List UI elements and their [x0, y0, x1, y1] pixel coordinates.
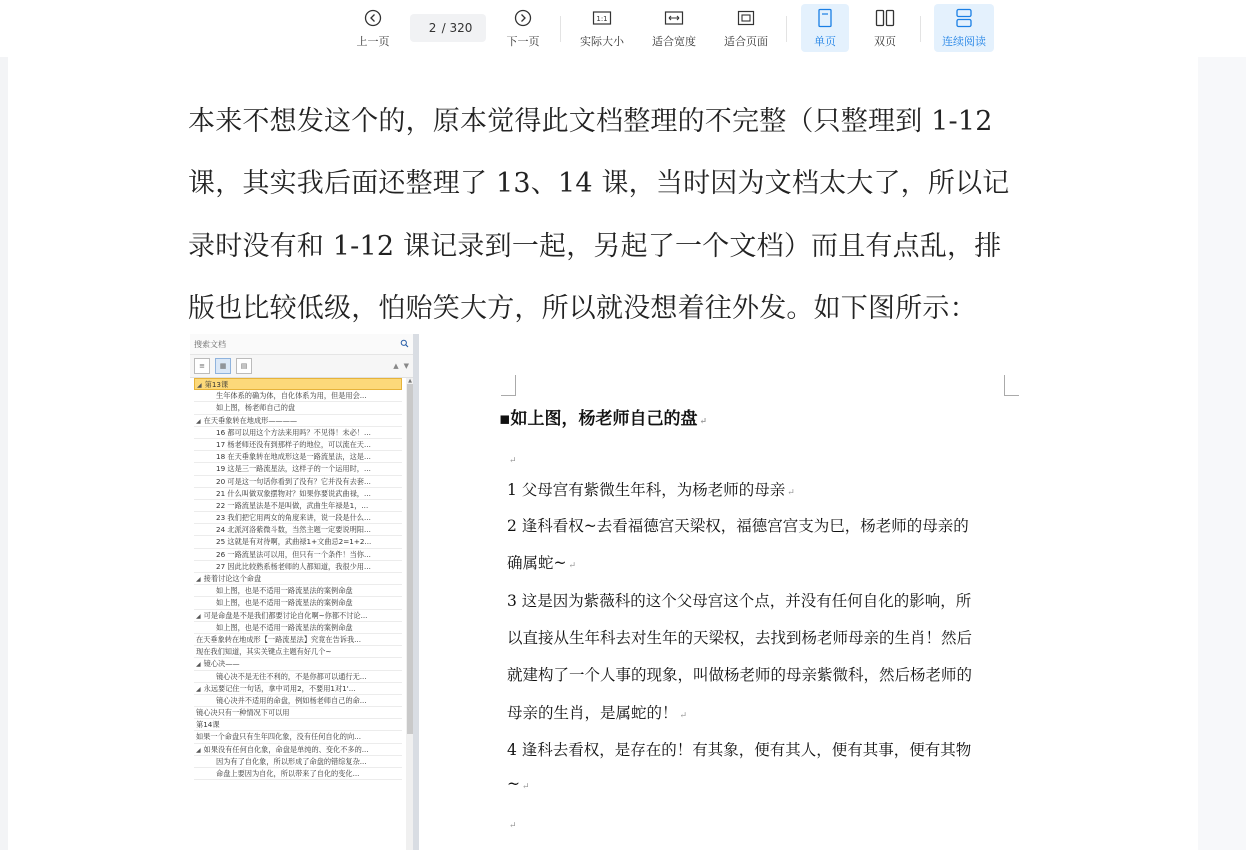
embedded-nav-item-text: 镜心决——: [203, 659, 240, 669]
page-corner-mark: [1004, 375, 1019, 396]
embedded-nav-item: [194, 536, 402, 548]
embedded-nav-item: [194, 378, 402, 390]
embedded-line-text: 确属蛇~: [507, 554, 567, 572]
toolbar-divider: [920, 16, 921, 42]
embedded-nav-item: [194, 561, 402, 573]
paragraph-mark: ↵: [509, 456, 517, 466]
embedded-search-bar: [190, 334, 413, 355]
continuous-reading-button[interactable]: [934, 4, 994, 52]
embedded-nav-scrollbar: [406, 378, 414, 850]
embedded-line-text: 1 父母宫有紫微生年科，为杨老师的母亲: [507, 481, 786, 499]
fit-width-label: 适合宽度: [652, 35, 696, 48]
embedded-nav-item: [194, 731, 402, 743]
embedded-nav-item-text: 23 我们把它用两女的角度来讲，说一段是什么...: [216, 513, 371, 523]
embedded-nav-item: [194, 415, 402, 427]
embedded-nav-item: [194, 768, 402, 780]
fit-page-button[interactable]: [718, 6, 774, 52]
embedded-nav-item: [194, 512, 402, 524]
prev-page-label: 上一页: [356, 35, 390, 48]
document-page: [8, 57, 1198, 850]
embedded-nav-item: [194, 402, 402, 414]
embedded-nav-item-text: 如果一个命盘只有生年四化象，没有任何自化的向...: [196, 732, 361, 742]
expand-triangle-icon: ◢: [196, 612, 201, 620]
expand-triangle-icon: ◢: [196, 661, 201, 669]
embedded-nav-item: [194, 634, 402, 646]
headings-tab-icon: ≡: [194, 358, 210, 374]
embedded-nav-item-text: 镜心决并不适用的命盘，例如杨老师自己的命...: [216, 695, 367, 705]
embedded-nav-item-text: 可是命盘是不是我们都要讨论自化啊~你都不讨论...: [203, 610, 368, 620]
actual-size-button[interactable]: [574, 6, 630, 52]
embedded-nav-list: [190, 378, 404, 780]
embedded-nav-item: [194, 756, 402, 768]
paragraph-line-1: 本来不想发这个的，原本觉得此文档整理的不完整（只整理到 1-12: [188, 106, 993, 137]
svg-text:1:1: 1:1: [596, 15, 608, 23]
toolbar-divider: [786, 16, 787, 42]
embedded-search-label: 搜索文档: [194, 339, 226, 349]
paragraph-line-2: 课，其实我后面还整理了 13、14 课，当时因为文档太大了，所以记: [188, 168, 1010, 199]
embedded-line: 1 父母宫有紫微生年科，为杨老师的母亲 ↵: [507, 481, 795, 499]
embedded-nav-item: [194, 719, 402, 731]
fit-width-button[interactable]: [646, 6, 702, 52]
reader-toolbar: [0, 0, 1246, 57]
embedded-nav-item-text: 22 一路流星法是不是叫做，武曲生年禄是1，...: [216, 500, 369, 510]
single-page-button[interactable]: [801, 4, 849, 52]
embedded-nav-item: [194, 585, 402, 597]
embedded-nav-item: [194, 476, 402, 488]
embedded-nav-pane: [190, 334, 419, 850]
embedded-nav-item-text: 镜心决只有一种情况下可以用: [196, 708, 290, 718]
embedded-line: 母亲的生肖，是属蛇的！ ↵: [507, 704, 688, 722]
page-total: / 320: [441, 21, 473, 35]
embedded-nav-item: [194, 573, 402, 585]
expand-triangle-icon: ◢: [197, 382, 202, 389]
embedded-nav-item: [194, 671, 402, 683]
expand-triangle-icon: ◢: [196, 417, 201, 425]
embedded-line: [507, 626, 972, 648]
embedded-scroll-thumb: [407, 384, 413, 734]
double-page-icon: [875, 6, 895, 30]
embedded-nav-item-text: 现在我们知道，其实关键点主题有好几个~: [196, 647, 332, 657]
embedded-nav-item: [194, 695, 402, 707]
embedded-line-text: 4 逢科去看权，是存在的！有其象，便有其人，便有其事，便有其物: [507, 741, 972, 759]
embedded-nav-item-text: 在天垂象转在地成形【一路流星法】究竟在告诉我...: [196, 634, 361, 644]
paragraph-line-3: 录时没有和 1-12 课记录到一起，另起了一个文档）而且有点乱，排: [188, 231, 1002, 262]
embedded-line-text: 2 逢科看权~去看福德宫天梁权，福德宫宫支为巳，杨老师的母亲的: [507, 517, 969, 535]
embedded-nav-item: [194, 683, 402, 695]
embedded-line-text: ~: [507, 775, 520, 793]
embedded-heading: ▪如上图，杨老师自己的盘 ↵: [499, 409, 708, 429]
embedded-nav-item: [194, 524, 402, 536]
embedded-line-text: 以直接从生年科去对生年的天梁权，去找到杨老师母亲的生肖！然后: [507, 629, 973, 647]
embedded-heading-text: 如上图，杨老师自己的盘: [510, 409, 698, 429]
embedded-nav-item-text: 因为有了自化象，所以形成了命盘的错综复杂...: [216, 756, 367, 766]
embedded-line-text: 3 这是因为紫薇科的这个父母宫这个点，并没有任何自化的影响，所: [507, 592, 972, 610]
continuous-reading-label: 连续阅读: [942, 35, 986, 48]
scroll-up-icon: ▲: [393, 362, 399, 370]
expand-triangle-icon: ◢: [196, 746, 201, 754]
embedded-nav-item-text: 18 在天垂象转在地成形这是一路流星法，这是...: [216, 452, 371, 462]
actual-size-icon: [592, 6, 612, 30]
embedded-nav-item-text: 接着讨论这个命盘: [203, 574, 262, 583]
search-icon: [400, 339, 409, 350]
embedded-nav-item: [194, 439, 402, 451]
fit-width-icon: [664, 6, 684, 30]
page-indicator: [410, 14, 486, 42]
embedded-nav-item-text: 如上图，也是不适用一路流星法的案例命盘: [216, 622, 353, 632]
actual-size-label: 实际大小: [580, 35, 624, 48]
embedded-nav-item-text: 19 这是三一路流星法，这样子的一个运用时，...: [216, 464, 371, 474]
embedded-nav-item-text: 命盘上要因为自化，所以带来了自化的变化...: [216, 769, 360, 778]
embedded-line: [507, 663, 972, 685]
embedded-nav-item-text: 如上图，也是不适用一路流星法的案例命盘: [216, 598, 353, 608]
right-gutter: [1198, 57, 1246, 850]
pages-tab-icon: ▦: [215, 358, 231, 374]
embedded-nav-item-text: 17 杨老师还没有到那样子的地位，可以流在天...: [216, 439, 371, 449]
embedded-nav-item-text: 16 都可以用这个方法来用吗？不见得！未必！...: [216, 427, 371, 437]
embedded-nav-item: [194, 744, 402, 756]
embedded-nav-item: [194, 500, 402, 512]
toolbar-divider: [560, 16, 561, 42]
embedded-nav-item-text: 第13课: [204, 380, 229, 389]
prev-page-button[interactable]: [350, 6, 396, 52]
embedded-nav-item: [194, 610, 402, 622]
page-number-input[interactable]: [424, 21, 442, 35]
embedded-nav-item: [194, 658, 402, 670]
embedded-nav-item-text: 25 这就是有对待啊，武曲禄1+文曲忌2=1+2...: [216, 537, 372, 547]
embedded-line-text: 就建构了一个人事的现象，叫做杨老师的母亲紫微科，然后杨老师的: [507, 666, 973, 684]
embedded-nav-item: [194, 488, 402, 500]
chevron-right-icon: [514, 6, 532, 30]
continuous-reading-icon: [955, 6, 973, 30]
embedded-nav-item: [194, 549, 402, 561]
embedded-nav-item: [194, 622, 402, 634]
fit-page-label: 适合页面: [724, 35, 768, 48]
embedded-nav-item-text: 21 什么叫做双象摆物对？如果你要说武曲禄，...: [216, 488, 371, 498]
embedded-nav-item-text: 27 因此比较熟系杨老师的人都知道，我很少用...: [216, 561, 371, 571]
embedded-nav-item-text: 第14课: [196, 720, 220, 730]
double-page-label: 双页: [874, 35, 896, 48]
embedded-line: [507, 738, 971, 760]
embedded-nav-item-text: 如上图，也是不适用一路流星法的案例命盘: [216, 586, 353, 596]
single-page-label: 单页: [814, 35, 836, 48]
double-page-button[interactable]: [862, 6, 908, 52]
embedded-nav-item-text: 生年体系的确为体，自化体系为用，但是用会...: [216, 391, 367, 401]
embedded-nav-item: [194, 707, 402, 719]
embedded-nav-item-text: 24 北派河洛紫微斗数，当然主题一定要说明阳...: [216, 525, 371, 535]
expand-triangle-icon: ◢: [196, 685, 201, 693]
embedded-nav-item: [194, 390, 402, 402]
embedded-nav-item: [194, 463, 402, 475]
embedded-nav-item-text: 在天垂象转在地成形————: [203, 415, 298, 425]
embedded-nav-item-text: 如上图，杨老师自己的盘: [216, 403, 296, 413]
scroll-arrow-up-icon: ▲: [408, 378, 412, 384]
embedded-line-text: 母亲的生肖，是属蛇的！: [507, 704, 678, 722]
chevron-left-icon: [364, 6, 382, 30]
paragraph-mark: ↵: [509, 821, 517, 831]
next-page-label: 下一页: [506, 35, 540, 48]
embedded-nav-item-text: 镜心决不是无往不利的，不是你都可以通行无...: [216, 671, 367, 681]
results-tab-icon: ▤: [236, 358, 252, 374]
embedded-nav-item-text: 20 可是这一句话你看到了没有？它并没有去套...: [216, 476, 371, 486]
embedded-line: [507, 589, 971, 611]
embedded-nav-item: [194, 646, 402, 658]
embedded-nav-item-text: 26 一路流星法可以用，但只有一个条件！当你...: [216, 549, 371, 559]
embedded-nav-item: [194, 597, 402, 609]
scroll-down-icon: ▼: [403, 362, 409, 370]
page-corner-mark: [501, 375, 516, 396]
embedded-line: 确属蛇~ ↵: [507, 554, 577, 572]
fit-page-icon: [736, 6, 756, 30]
expand-triangle-icon: ◢: [196, 576, 201, 583]
embedded-nav-item-text: 永远要记住一句话，拿中司用2，不要用1对1'...: [203, 683, 356, 693]
embedded-nav-item: [194, 451, 402, 463]
embedded-nav-item: [194, 427, 402, 439]
embedded-nav-tabs: [190, 355, 413, 378]
single-page-icon: [817, 6, 833, 30]
embedded-line: [507, 514, 969, 536]
embedded-line: ~ ↵: [507, 775, 530, 793]
next-page-button[interactable]: [500, 6, 546, 52]
paragraph-line-4: 版也比较低级，怕贻笑大方，所以就没想着往外发。如下图所示：: [188, 293, 977, 324]
embedded-nav-item-text: 如果没有任何自化象，命盘是单纯的、变化不多的...: [203, 744, 369, 754]
